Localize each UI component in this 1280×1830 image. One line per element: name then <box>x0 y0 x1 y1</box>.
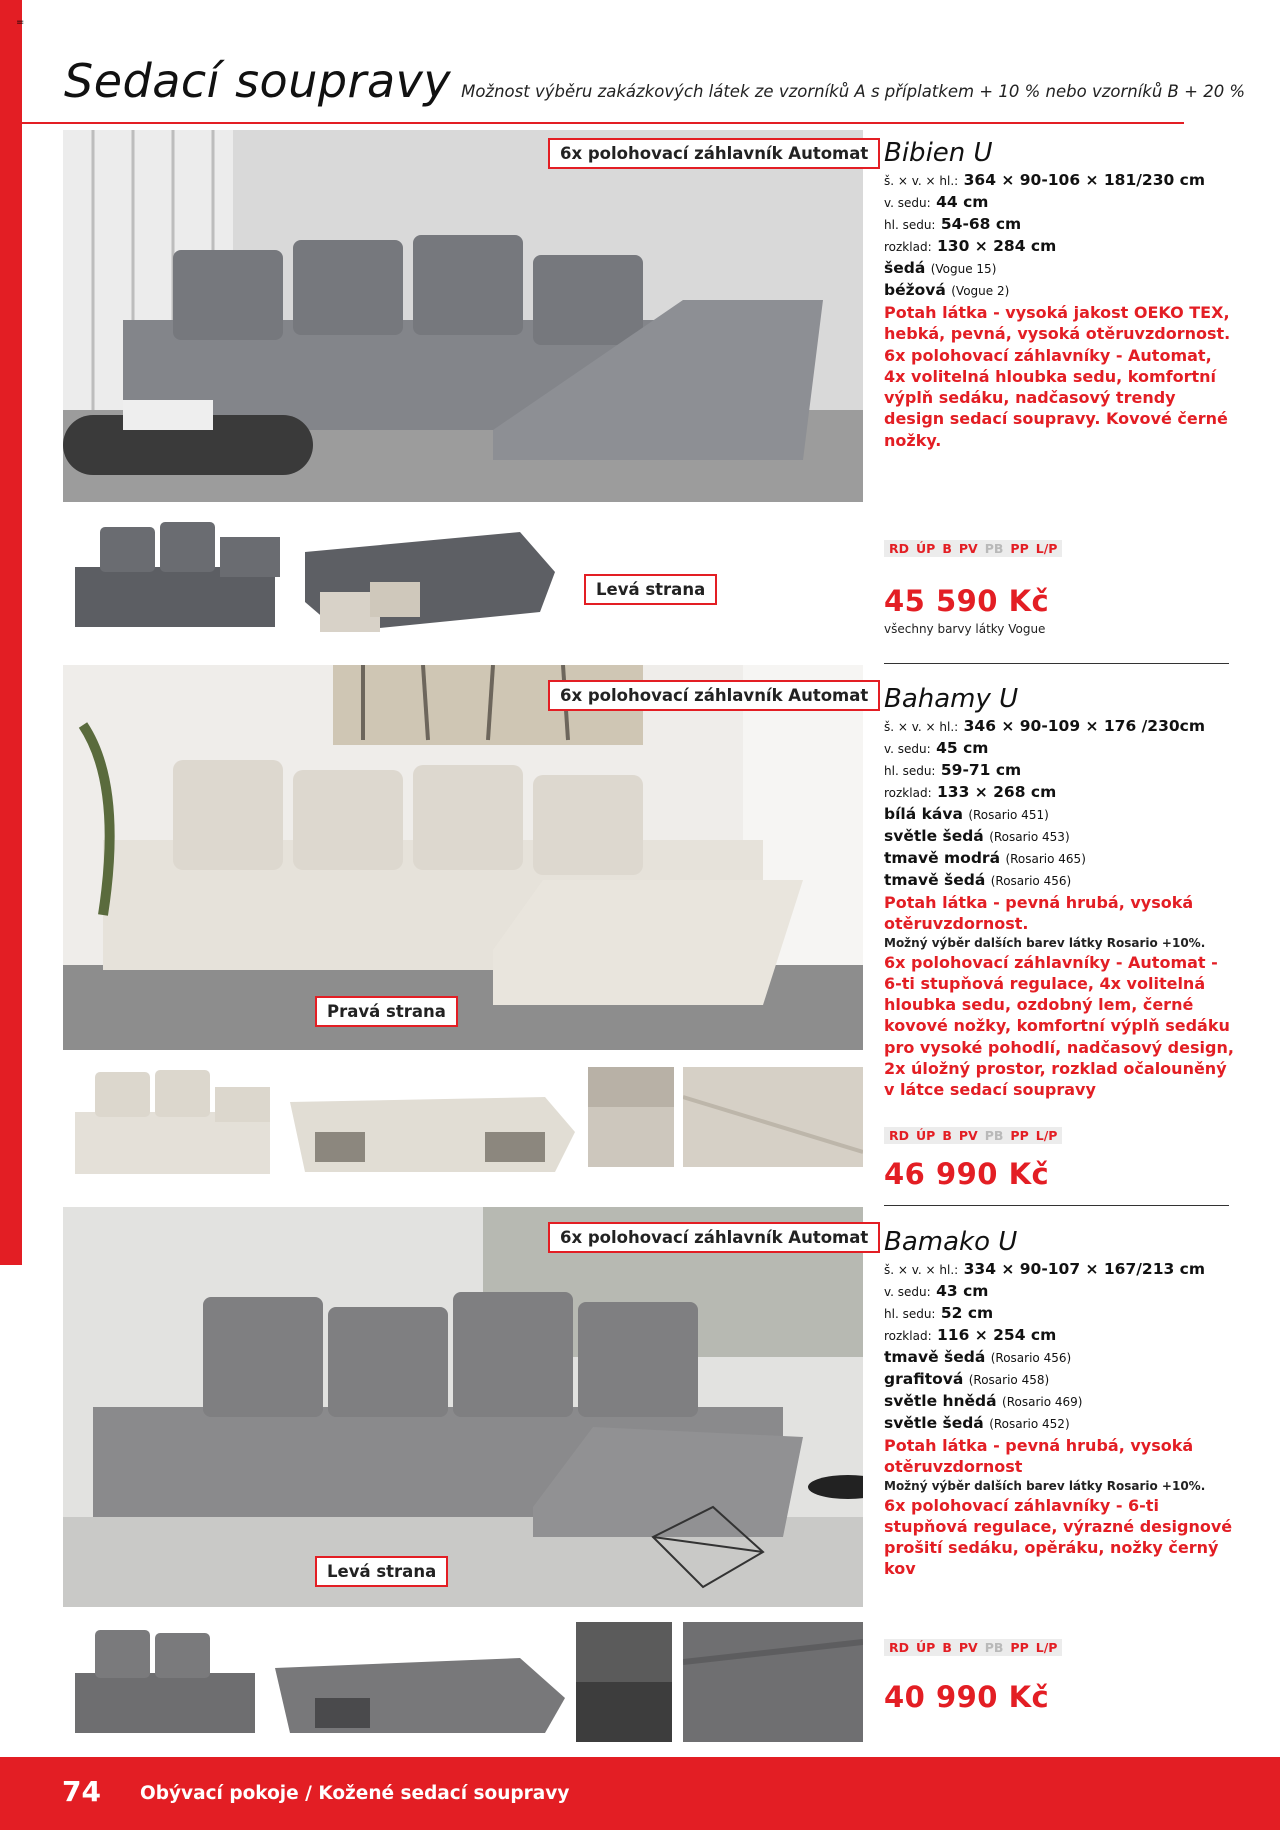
bibien-callout-headrest: 6x polohovací záhlavník Automat <box>548 138 880 169</box>
bamako-main-photo <box>63 1207 863 1607</box>
bibien-thumb-right <box>300 512 560 647</box>
bamako-thumb-fabric-1 <box>576 1622 672 1742</box>
product-name: Bibien U <box>884 138 993 168</box>
product-name: Bamako U <box>884 1227 1018 1257</box>
spec-dimensions: š. × v. × hl.: 334 × 90-107 × 167/213 cm <box>884 1260 1206 1278</box>
footer-section-title: Obývací pokoje / Kožené sedací soupravy <box>140 1783 570 1804</box>
page-footer <box>0 1757 1280 1830</box>
bibien-product-info <box>884 138 1234 451</box>
page-number: 74 <box>62 1775 101 1808</box>
product-separator <box>884 1205 1229 1206</box>
color-option: tmavě šedá (Rosario 456) <box>884 1348 1072 1366</box>
bahamy-product-info <box>884 684 1234 1101</box>
product-name: Bahamy U <box>884 684 1019 714</box>
product-description: Potah látka - pevná hrubá, vysoká otěruvzdornost. Možný výběr dalších barev látky Rosario +10%. 6x polohovací záhlavníky - Automat - 6-ti stupňová regulace, 4x volitelná hloubka sedu, ozdobný lem, černé kovové nožky, komfortní výplň sedáku pro vysoké pohodlí, nadčasový design, 2x úložný prostor, rozklad očalouněný v látce sedací soupravy <box>884 893 1234 1100</box>
color-option: grafitová (Rosario 458) <box>884 1370 1050 1388</box>
option-codes: RD ÚP B PV PB PP L/P <box>884 1127 1062 1144</box>
color-option: tmavě modrá (Rosario 465) <box>884 849 1086 867</box>
color-option: tmavě šedá (Rosario 456) <box>884 871 1072 889</box>
page-subtitle: Možnost výběru zakázkových látek ze vzorníků A s příplatkem + 10 % nebo vzorníků B + 20 % <box>461 82 1246 101</box>
corner-mark: = <box>16 17 25 28</box>
bamako-callout-side: Levá strana <box>315 1556 448 1587</box>
price-note: všechny barvy látky Vogue <box>884 622 1046 636</box>
product-description: Potah látka - pevná hrubá, vysoká otěruvzdornost Možný výběr dalších barev látky Rosario +10%. 6x polohovací záhlavníky - 6-ti stupňová regulace, výrazné designové prošití sedáku, opěráku, nožky černý kov <box>884 1436 1233 1579</box>
spec-bed-size: rozklad: 133 × 268 cm <box>884 783 1057 801</box>
spec-bed-size: rozklad: 130 × 284 cm <box>884 237 1057 255</box>
spec-dimensions: š. × v. × hl.: 346 × 90-109 × 176 /230cm <box>884 717 1206 735</box>
bahamy-thumb-1 <box>70 1062 275 1182</box>
spec-seat-height: v. sedu: 43 cm <box>884 1282 989 1300</box>
bamako-price-block <box>884 1680 1049 1714</box>
spec-bed-size: rozklad: 116 × 254 cm <box>884 1326 1057 1344</box>
bahamy-main-photo <box>63 665 863 1050</box>
option-codes: RD ÚP B PV PB PP L/P <box>884 540 1062 557</box>
color-option: béžová (Vogue 2) <box>884 281 1010 299</box>
color-option: světle hnědá (Rosario 469) <box>884 1392 1083 1410</box>
bibien-price-block <box>884 584 1049 636</box>
option-codes: RD ÚP B PV PB PP L/P <box>884 1639 1062 1656</box>
spec-dimensions: š. × v. × hl.: 364 × 90-106 × 181/230 cm <box>884 171 1206 189</box>
header-divider <box>22 122 1184 124</box>
bahamy-thumb-2 <box>285 1062 580 1182</box>
color-option: světle šedá (Rosario 453) <box>884 827 1070 845</box>
page-header <box>64 54 1245 108</box>
bamako-thumb-1 <box>70 1618 260 1743</box>
bamako-thumb-2 <box>270 1618 570 1743</box>
bahamy-price-block <box>884 1157 1049 1191</box>
color-option: šedá (Vogue 15) <box>884 259 997 277</box>
bahamy-thumb-fabric-2 <box>683 1067 863 1167</box>
spec-seat-height: v. sedu: 44 cm <box>884 193 989 211</box>
color-option: světle šedá (Rosario 452) <box>884 1414 1070 1432</box>
bamako-callout-headrest: 6x polohovací záhlavník Automat <box>548 1222 880 1253</box>
price: 45 590 Kč <box>884 584 1050 618</box>
page-title: Sedací soupravy <box>64 54 452 108</box>
bahamy-callout-side: Pravá strana <box>315 996 458 1027</box>
product-separator <box>884 663 1229 664</box>
price: 40 990 Kč <box>884 1680 1050 1714</box>
bibien-main-photo <box>63 130 863 502</box>
spec-seat-depth: hl. sedu: 59-71 cm <box>884 761 1022 779</box>
product-description: Potah látka - vysoká jakost OEKO TEX, hebká, pevná, vysoká otěruvzdornost. 6x polohovací záhlavníky - Automat, 4x volitelná hloubka sedu, komfortní výplň sedáku, nadčasový trendy design sedací soupravy. Kovové černé nožky. <box>884 303 1231 450</box>
spec-seat-depth: hl. sedu: 54-68 cm <box>884 215 1022 233</box>
bahamy-thumb-fabric-1 <box>588 1067 674 1167</box>
bibien-thumb-left <box>70 512 290 642</box>
spec-seat-height: v. sedu: 45 cm <box>884 739 989 757</box>
bamako-thumb-fabric-2 <box>683 1622 863 1742</box>
price: 46 990 Kč <box>884 1157 1050 1191</box>
left-red-bar <box>0 0 25 1265</box>
bibien-callout-side: Levá strana <box>584 574 717 605</box>
bahamy-callout-headrest: 6x polohovací záhlavník Automat <box>548 680 880 711</box>
spec-seat-depth: hl. sedu: 52 cm <box>884 1304 994 1322</box>
bamako-product-info <box>884 1227 1234 1580</box>
color-option: bílá káva (Rosario 451) <box>884 805 1049 823</box>
